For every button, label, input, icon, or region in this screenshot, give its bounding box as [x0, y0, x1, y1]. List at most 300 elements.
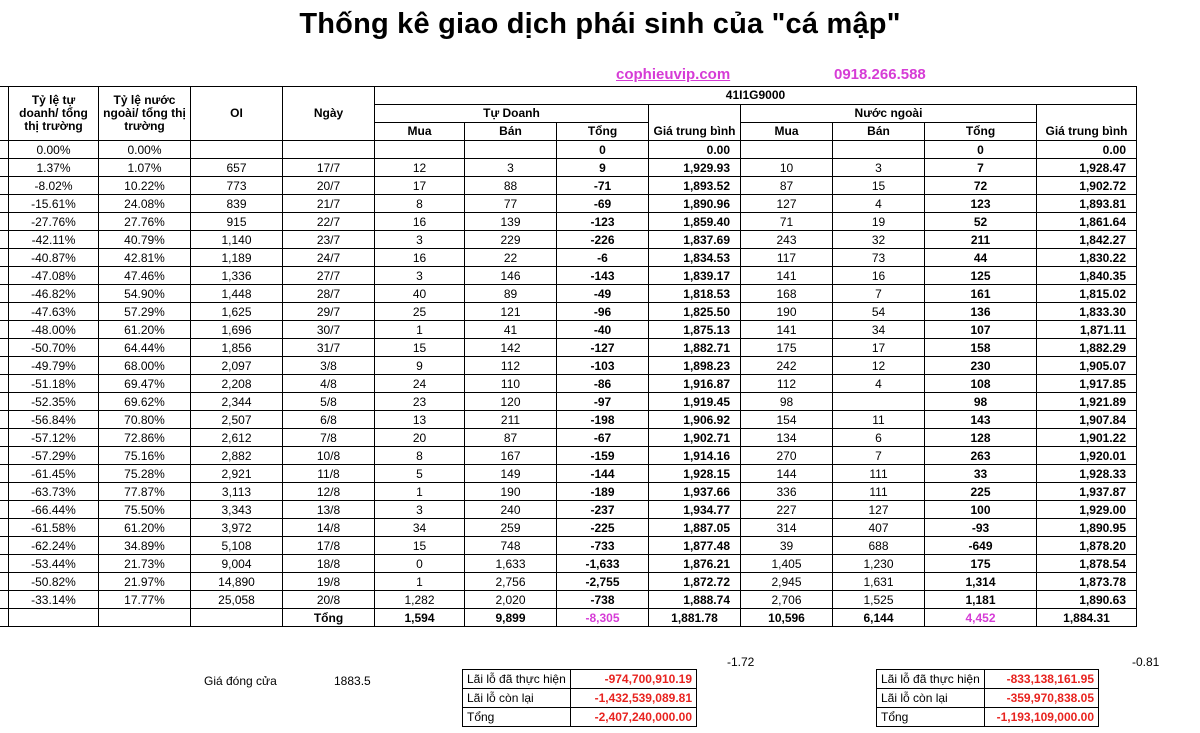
cell-oi: 1,336 [191, 267, 283, 285]
cell-td-tong: -1,633 [557, 555, 649, 573]
cell-oi: 1,448 [191, 285, 283, 303]
cell-nn-tong: 128 [925, 429, 1037, 447]
cell-td-gia: 1,929.93 [649, 159, 741, 177]
cell-nn-tong: 263 [925, 447, 1037, 465]
cell-td-mua: 3 [375, 267, 465, 285]
cell-ty-le-nuoc-ngoai: 77.87% [99, 483, 191, 501]
cell-td-tong: -67 [557, 429, 649, 447]
cell-oi: 1,856 [191, 339, 283, 357]
pl-nn-total-label: Tổng [877, 708, 985, 727]
cell-ty-le-nuoc-ngoai: 57.29% [99, 303, 191, 321]
cell-td-ban: 1,633 [465, 555, 557, 573]
cell-oi: 3,343 [191, 501, 283, 519]
cell-td-tong: -733 [557, 537, 649, 555]
closing-price-label: Giá đóng cửa [204, 674, 277, 688]
cell-nn-tong: 158 [925, 339, 1037, 357]
pl-td-realized: -974,700,910.19 [571, 670, 697, 689]
cell-ty-le-nuoc-ngoai: 21.73% [99, 555, 191, 573]
cell-spacer [0, 231, 9, 249]
cell-nn-tong: 0 [925, 141, 1037, 159]
cell-nn-ban: 19 [833, 213, 925, 231]
cell-nn-ban: 73 [833, 249, 925, 267]
cell-nn-tong: -649 [925, 537, 1037, 555]
cell-td-tong: -69 [557, 195, 649, 213]
total-nn-ban: 6,144 [833, 609, 925, 627]
cell-spacer [0, 519, 9, 537]
cell-td-tong: -2,755 [557, 573, 649, 591]
cell-oi: 2,921 [191, 465, 283, 483]
phone-number: 0918.266.588 [834, 66, 926, 83]
cell-spacer [0, 555, 9, 573]
cell-td-mua: 1 [375, 573, 465, 591]
cell-nn-gia: 1,830.22 [1037, 249, 1137, 267]
cell-spacer [0, 483, 9, 501]
cell-ty-le-nuoc-ngoai: 72.86% [99, 429, 191, 447]
cell-nn-gia: 1,917.85 [1037, 375, 1137, 393]
cell-spacer [0, 393, 9, 411]
table-row [0, 465, 1137, 483]
cell-td-mua: 34 [375, 519, 465, 537]
cell-ty-le-tu-doanh: -56.84% [9, 411, 99, 429]
cell-nn-tong: 136 [925, 303, 1037, 321]
cell-nn-gia: 1,882.29 [1037, 339, 1137, 357]
cell-td-mua: 13 [375, 411, 465, 429]
cell-td-gia: 1,872.72 [649, 573, 741, 591]
cell-ty-le-tu-doanh: -50.70% [9, 339, 99, 357]
cell-td-tong: -144 [557, 465, 649, 483]
cell-oi: 3,972 [191, 519, 283, 537]
cell-nn-mua: 168 [741, 285, 833, 303]
cell-td-gia: 1,916.87 [649, 375, 741, 393]
cell-ngay: 5/8 [283, 393, 375, 411]
cell-nn-mua: 243 [741, 231, 833, 249]
cell-ty-le-nuoc-ngoai: 75.50% [99, 501, 191, 519]
cell-nn-ban [833, 141, 925, 159]
cell-ty-le-nuoc-ngoai: 21.97% [99, 573, 191, 591]
cell-spacer [0, 159, 9, 177]
cell-spacer [0, 339, 9, 357]
totals-label: Tổng [283, 609, 375, 627]
cell-ngay: 28/7 [283, 285, 375, 303]
cell-nn-ban: 1,525 [833, 591, 925, 609]
table-row [0, 357, 1137, 375]
cell-nn-mua: 141 [741, 321, 833, 339]
cell-nn-mua: 2,706 [741, 591, 833, 609]
cell-ngay: 31/7 [283, 339, 375, 357]
table-row [0, 141, 1137, 159]
cell-td-gia: 1,839.17 [649, 267, 741, 285]
cell-nn-gia: 1,905.07 [1037, 357, 1137, 375]
cell-nn-tong: 52 [925, 213, 1037, 231]
cell-ty-le-nuoc-ngoai: 47.46% [99, 267, 191, 285]
cell-nn-gia: 1,928.33 [1037, 465, 1137, 483]
table-row [0, 429, 1137, 447]
cell-td-tong: -237 [557, 501, 649, 519]
table-row [0, 285, 1137, 303]
cell-ty-le-nuoc-ngoai: 24.08% [99, 195, 191, 213]
cell-td-tong: -143 [557, 267, 649, 285]
cell-nn-gia: 1,921.89 [1037, 393, 1137, 411]
cell-td-tong: -127 [557, 339, 649, 357]
cell-nn-tong: -93 [925, 519, 1037, 537]
cell-td-tong: -49 [557, 285, 649, 303]
cell-ty-le-nuoc-ngoai: 27.76% [99, 213, 191, 231]
cell-td-gia: 1,888.74 [649, 591, 741, 609]
pl-td-remaining-label: Lãi lỗ còn lại [463, 689, 571, 708]
cell-nn-ban: 7 [833, 447, 925, 465]
cell-ngay: 10/8 [283, 447, 375, 465]
cell-oi: 657 [191, 159, 283, 177]
cell-nn-mua: 98 [741, 393, 833, 411]
cell-ty-le-tu-doanh: -57.29% [9, 447, 99, 465]
cell-nn-gia: 1,907.84 [1037, 411, 1137, 429]
cell-nn-tong: 72 [925, 177, 1037, 195]
cell-nn-mua: 127 [741, 195, 833, 213]
total-td-gia: 1,881.78 [649, 609, 741, 627]
table-row [0, 195, 1137, 213]
col-ty-le-nuoc-ngoai: Tỷ lệ nước ngoài/ tổng thị trường [99, 87, 191, 141]
cell-oi: 2,507 [191, 411, 283, 429]
cell-td-ban: 112 [465, 357, 557, 375]
cell-ty-le-tu-doanh: 1.37% [9, 159, 99, 177]
cell-nn-gia: 1,890.95 [1037, 519, 1137, 537]
cell-nn-tong: 33 [925, 465, 1037, 483]
cell-td-tong: -97 [557, 393, 649, 411]
cell-ngay: 19/8 [283, 573, 375, 591]
col-nn-gia: Giá trung bình [1037, 123, 1137, 141]
cell-nn-ban: 4 [833, 375, 925, 393]
cell-td-ban: 120 [465, 393, 557, 411]
cell-ty-le-tu-doanh: 0.00% [9, 141, 99, 159]
table-row [0, 375, 1137, 393]
table-row [0, 303, 1137, 321]
cell-ty-le-tu-doanh: -47.08% [9, 267, 99, 285]
cell-spacer [0, 501, 9, 519]
cell-td-mua [375, 141, 465, 159]
table-row [0, 573, 1137, 591]
cell-nn-ban: 1,631 [833, 573, 925, 591]
cell-oi: 2,344 [191, 393, 283, 411]
cell-nn-mua: 336 [741, 483, 833, 501]
col-nn-mua: Mua [741, 123, 833, 141]
total-nn-tong: 4,452 [925, 609, 1037, 627]
cell-ngay: 17/7 [283, 159, 375, 177]
cell-td-gia: 1,928.15 [649, 465, 741, 483]
website-link[interactable]: cophieuvip.com [616, 66, 731, 83]
cell-nn-gia: 1,840.35 [1037, 267, 1137, 285]
cell-td-ban: 259 [465, 519, 557, 537]
cell-td-mua: 1 [375, 321, 465, 339]
cell-td-tong: -86 [557, 375, 649, 393]
cell-td-mua: 8 [375, 195, 465, 213]
cell-td-ban: 87 [465, 429, 557, 447]
cell-ty-le-nuoc-ngoai: 75.16% [99, 447, 191, 465]
table-row [0, 411, 1137, 429]
total-nn-mua: 10,596 [741, 609, 833, 627]
cell-ty-le-tu-doanh: -27.76% [9, 213, 99, 231]
col-ngay: Ngày [283, 87, 375, 141]
table-row [0, 555, 1137, 573]
cell-td-mua: 16 [375, 249, 465, 267]
cell-nn-ban: 12 [833, 357, 925, 375]
cell-nn-tong: 211 [925, 231, 1037, 249]
cell-ty-le-tu-doanh: -42.11% [9, 231, 99, 249]
cell-ngay: 24/7 [283, 249, 375, 267]
cell-nn-tong: 1,181 [925, 591, 1037, 609]
col-td-ban: Bán [465, 123, 557, 141]
cell-ty-le-nuoc-ngoai: 75.28% [99, 465, 191, 483]
cell-ty-le-tu-doanh: -50.82% [9, 573, 99, 591]
cell-oi: 1,696 [191, 321, 283, 339]
cell-nn-gia: 1,937.87 [1037, 483, 1137, 501]
cell-nn-gia: 1,901.22 [1037, 429, 1137, 447]
cell-td-ban: 77 [465, 195, 557, 213]
cell-nn-tong: 123 [925, 195, 1037, 213]
cell-ty-le-nuoc-ngoai: 69.62% [99, 393, 191, 411]
cell-ty-le-tu-doanh: -8.02% [9, 177, 99, 195]
cell-spacer [0, 447, 9, 465]
cell-nn-tong: 44 [925, 249, 1037, 267]
cell-td-ban: 229 [465, 231, 557, 249]
closing-price-value: 1883.5 [334, 674, 371, 688]
cell-td-gia: 1,834.53 [649, 249, 741, 267]
cell-nn-gia: 1,902.72 [1037, 177, 1137, 195]
cell-nn-tong: 107 [925, 321, 1037, 339]
cell-spacer [0, 429, 9, 447]
table-row [0, 213, 1137, 231]
cell-spacer [0, 177, 9, 195]
total-nn-gia: 1,884.31 [1037, 609, 1137, 627]
pl-td-remaining: -1,432,539,089.81 [571, 689, 697, 708]
cell-nn-mua: 112 [741, 375, 833, 393]
cell-nn-tong: 98 [925, 393, 1037, 411]
cell-ty-le-nuoc-ngoai: 10.22% [99, 177, 191, 195]
cell-ty-le-tu-doanh: -49.79% [9, 357, 99, 375]
cell-ty-le-nuoc-ngoai: 1.07% [99, 159, 191, 177]
col-ty-le-tu-doanh: Tỷ lệ tự doanh/ tổng thị trường [9, 87, 99, 141]
cell-td-gia: 1,818.53 [649, 285, 741, 303]
cell-nn-mua: 175 [741, 339, 833, 357]
cell-nn-gia: 1,929.00 [1037, 501, 1137, 519]
cell-td-mua: 40 [375, 285, 465, 303]
cell-td-ban: 149 [465, 465, 557, 483]
cell-td-tong: -159 [557, 447, 649, 465]
cell-oi: 1,625 [191, 303, 283, 321]
cell-nn-mua: 117 [741, 249, 833, 267]
cell-spacer [0, 249, 9, 267]
cell-spacer [0, 195, 9, 213]
pl-td-total-label: Tổng [463, 708, 571, 727]
cell-td-tong: -189 [557, 483, 649, 501]
cell-ty-le-tu-doanh: -48.00% [9, 321, 99, 339]
cell-ngay: 29/7 [283, 303, 375, 321]
cell-ngay: 20/7 [283, 177, 375, 195]
cell-nn-gia: 1,890.63 [1037, 591, 1137, 609]
cell-nn-ban: 127 [833, 501, 925, 519]
cell-ngay: 6/8 [283, 411, 375, 429]
cell-nn-gia: 1,861.64 [1037, 213, 1137, 231]
cell-nn-mua: 314 [741, 519, 833, 537]
cell-td-tong: -103 [557, 357, 649, 375]
cell-td-ban: 146 [465, 267, 557, 285]
cell-spacer [0, 537, 9, 555]
cell-td-gia: 1,876.21 [649, 555, 741, 573]
pl-nn-total: -1,193,109,000.00 [985, 708, 1099, 727]
cell-nn-ban: 34 [833, 321, 925, 339]
cell-ngay: 17/8 [283, 537, 375, 555]
total-td-tong: -8,305 [557, 609, 649, 627]
cell-td-gia: 1,906.92 [649, 411, 741, 429]
pl-nn-remaining: -359,970,838.05 [985, 689, 1099, 708]
cell-ngay: 30/7 [283, 321, 375, 339]
cell-td-gia: 1,934.77 [649, 501, 741, 519]
cell-td-mua: 9 [375, 357, 465, 375]
cell-spacer [0, 357, 9, 375]
cell-td-ban [465, 141, 557, 159]
derivatives-table [0, 86, 1137, 627]
col-nn-tong: Tổng [925, 123, 1037, 141]
cell-nn-ban: 111 [833, 465, 925, 483]
cell-spacer [0, 285, 9, 303]
cell-nn-mua: 134 [741, 429, 833, 447]
cell-td-gia: 1,937.66 [649, 483, 741, 501]
cell-ty-le-tu-doanh: -52.35% [9, 393, 99, 411]
cell-nn-ban: 1,230 [833, 555, 925, 573]
table-row [0, 519, 1137, 537]
cell-ty-le-nuoc-ngoai: 69.47% [99, 375, 191, 393]
cell-td-mua: 1 [375, 483, 465, 501]
table-row [0, 159, 1137, 177]
cell-td-tong: 9 [557, 159, 649, 177]
col-td-gia: Giá trung bình [649, 123, 741, 141]
col-td-mua: Mua [375, 123, 465, 141]
cell-nn-ban: 111 [833, 483, 925, 501]
cell-td-gia: 1,890.96 [649, 195, 741, 213]
table-row [0, 393, 1137, 411]
cell-ngay: 21/7 [283, 195, 375, 213]
col-td-tong: Tổng [557, 123, 649, 141]
cell-nn-mua: 270 [741, 447, 833, 465]
cell-nn-tong: 108 [925, 375, 1037, 393]
cell-nn-ban: 16 [833, 267, 925, 285]
cell-td-gia: 1,887.05 [649, 519, 741, 537]
cell-nn-mua: 2,945 [741, 573, 833, 591]
cell-nn-ban: 11 [833, 411, 925, 429]
cell-spacer [0, 213, 9, 231]
cell-spacer [0, 411, 9, 429]
cell-td-gia: 1,875.13 [649, 321, 741, 339]
diff-tu-doanh: -1.72 [727, 655, 755, 669]
cell-ty-le-nuoc-ngoai: 40.79% [99, 231, 191, 249]
cell-nn-mua: 141 [741, 267, 833, 285]
cell-spacer [0, 573, 9, 591]
cell-nn-tong: 100 [925, 501, 1037, 519]
page-title: Thống kê giao dịch phái sinh của "cá mập" [299, 8, 901, 40]
cell-nn-gia: 1,893.81 [1037, 195, 1137, 213]
cell-spacer [0, 141, 9, 159]
cell-ngay: 18/8 [283, 555, 375, 573]
cell-nn-mua: 39 [741, 537, 833, 555]
cell-nn-gia: 0.00 [1037, 141, 1137, 159]
table-row [0, 483, 1137, 501]
pl-td-total: -2,407,240,000.00 [571, 708, 697, 727]
cell-ty-le-tu-doanh: -62.24% [9, 537, 99, 555]
cell-oi: 3,113 [191, 483, 283, 501]
cell-ty-le-nuoc-ngoai: 61.20% [99, 321, 191, 339]
cell-nn-tong: 7 [925, 159, 1037, 177]
contract-code: 41I1G9000 [375, 87, 1137, 105]
cell-td-mua: 17 [375, 177, 465, 195]
total-td-mua: 1,594 [375, 609, 465, 627]
table-row [0, 537, 1137, 555]
cell-ngay: 22/7 [283, 213, 375, 231]
cell-nn-ban: 3 [833, 159, 925, 177]
cell-nn-tong: 161 [925, 285, 1037, 303]
cell-td-mua: 16 [375, 213, 465, 231]
cell-td-gia: 1,859.40 [649, 213, 741, 231]
cell-nn-mua [741, 141, 833, 159]
cell-nn-tong: 225 [925, 483, 1037, 501]
cell-ty-le-tu-doanh: -15.61% [9, 195, 99, 213]
cell-nn-mua: 87 [741, 177, 833, 195]
cell-ty-le-nuoc-ngoai: 17.77% [99, 591, 191, 609]
cell-nn-gia: 1,842.27 [1037, 231, 1137, 249]
cell-nn-tong: 1,314 [925, 573, 1037, 591]
cell-oi: 839 [191, 195, 283, 213]
cell-nn-mua: 242 [741, 357, 833, 375]
cell-td-gia: 1,902.71 [649, 429, 741, 447]
cell-td-ban: 41 [465, 321, 557, 339]
cell-td-tong: -226 [557, 231, 649, 249]
cell-td-mua: 23 [375, 393, 465, 411]
cell-oi: 14,890 [191, 573, 283, 591]
col-nn-ban: Bán [833, 123, 925, 141]
cell-nn-gia: 1,928.47 [1037, 159, 1137, 177]
cell-oi: 9,004 [191, 555, 283, 573]
cell-nn-gia: 1,871.11 [1037, 321, 1137, 339]
cell-ty-le-nuoc-ngoai: 0.00% [99, 141, 191, 159]
pl-nn-realized-label: Lãi lỗ đã thực hiện [877, 670, 985, 689]
cell-ngay: 14/8 [283, 519, 375, 537]
cell-ngay: 13/8 [283, 501, 375, 519]
cell-spacer [0, 465, 9, 483]
cell-nn-ban: 407 [833, 519, 925, 537]
cell-ty-le-nuoc-ngoai: 68.00% [99, 357, 191, 375]
cell-ty-le-tu-doanh: -33.14% [9, 591, 99, 609]
cell-td-tong: -738 [557, 591, 649, 609]
cell-nn-ban: 7 [833, 285, 925, 303]
cell-td-gia: 1,914.16 [649, 447, 741, 465]
cell-ty-le-tu-doanh: -57.12% [9, 429, 99, 447]
cell-td-gia: 0.00 [649, 141, 741, 159]
cell-td-gia: 1,837.69 [649, 231, 741, 249]
table-row [0, 339, 1137, 357]
table-row [0, 267, 1137, 285]
cell-td-tong: -198 [557, 411, 649, 429]
cell-nn-tong: 125 [925, 267, 1037, 285]
cell-nn-ban: 688 [833, 537, 925, 555]
cell-oi: 2,097 [191, 357, 283, 375]
cell-ty-le-nuoc-ngoai: 70.80% [99, 411, 191, 429]
cell-oi: 2,612 [191, 429, 283, 447]
table-row [0, 447, 1137, 465]
cell-td-mua: 8 [375, 447, 465, 465]
cell-td-gia: 1,919.45 [649, 393, 741, 411]
cell-nn-mua: 227 [741, 501, 833, 519]
table-row [0, 591, 1137, 609]
cell-oi: 5,108 [191, 537, 283, 555]
cell-nn-mua: 144 [741, 465, 833, 483]
